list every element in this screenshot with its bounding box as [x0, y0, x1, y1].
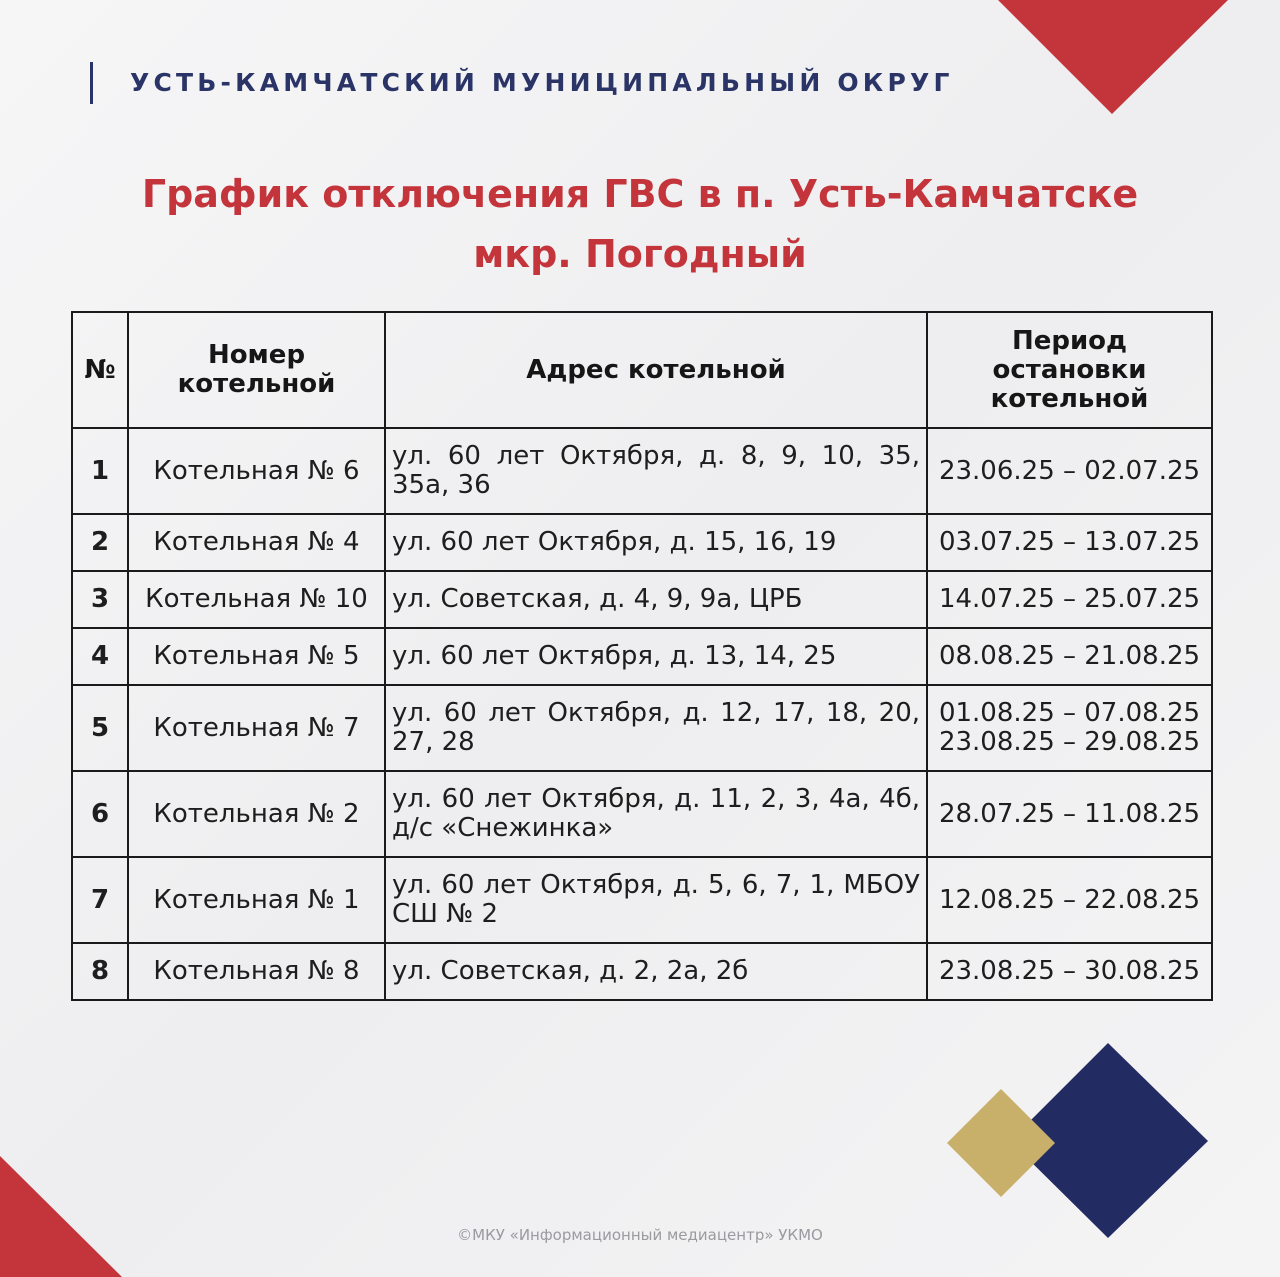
title-line-1: График отключения ГВС в п. Усть-Камчатске	[141, 172, 1139, 216]
header-boiler	[128, 312, 385, 428]
footer-copyright: ©МКУ «Информационный медиацентр» УКМО	[457, 1226, 823, 1244]
header-num: №	[72, 312, 128, 428]
boiler-address: ул. Советская, д. 4, 9, 9а, ЦРБ	[385, 571, 927, 628]
shutdown-period	[927, 628, 1212, 685]
boiler-name: Котельная № 10	[128, 571, 385, 628]
table-header-row	[72, 312, 1212, 428]
period-range: 01.08.25 – 07.08.25	[938, 698, 1201, 728]
boiler-address: ул. 60 лет Октября, д. 13, 14, 25	[385, 628, 927, 685]
table-body	[72, 428, 1212, 1000]
boiler-name: Котельная № 8	[128, 943, 385, 1000]
table-row	[72, 514, 1212, 571]
header-period-text: Период остановки котельной	[990, 325, 1149, 414]
table-row	[72, 857, 1212, 943]
table-row	[72, 571, 1212, 628]
row-number: 7	[72, 857, 128, 943]
row-number: 1	[72, 428, 128, 514]
header-boiler-text: Номер котельной	[177, 340, 336, 399]
boiler-name: Котельная № 1	[128, 857, 385, 943]
title-line-2: мкр. Погодный	[473, 232, 807, 276]
org-name: УСТЬ-КАМЧАТСКИЙ МУНИЦИПАЛЬНЫЙ ОКРУГ	[130, 68, 954, 97]
shutdown-period	[927, 943, 1212, 1000]
table-row	[72, 771, 1212, 857]
shutdown-period	[927, 514, 1212, 571]
boiler-name: Котельная № 5	[128, 628, 385, 685]
table-row	[72, 685, 1212, 771]
boiler-name: Котельная № 2	[128, 771, 385, 857]
table-row	[72, 943, 1212, 1000]
boiler-name: Котельная № 7	[128, 685, 385, 771]
row-number: 8	[72, 943, 128, 1000]
page-title	[0, 164, 1280, 284]
row-number: 5	[72, 685, 128, 771]
header-address: Адрес котельной	[385, 312, 927, 428]
row-number: 4	[72, 628, 128, 685]
schedule-table	[71, 311, 1213, 1001]
boiler-name: Котельная № 4	[128, 514, 385, 571]
boiler-address: ул. 60 лет Октября, д. 11, 2, 3, 4а, 4б, д/с «Снежинка»	[385, 771, 927, 857]
period-range: 03.07.25 – 13.07.25	[938, 527, 1201, 557]
boiler-address: ул. 60 лет Октября, д. 12, 17, 18, 20, 27, 28	[385, 685, 927, 771]
boiler-address: ул. 60 лет Октября, д. 15, 16, 19	[385, 514, 927, 571]
period-range: 08.08.25 – 21.08.25	[938, 641, 1201, 671]
row-number: 2	[72, 514, 128, 571]
shutdown-period	[927, 771, 1212, 857]
period-range: 23.08.25 – 29.08.25	[938, 727, 1201, 757]
header-period	[927, 312, 1212, 428]
table-row	[72, 428, 1212, 514]
shutdown-period	[927, 571, 1212, 628]
boiler-name: Котельная № 6	[128, 428, 385, 514]
row-number: 6	[72, 771, 128, 857]
row-number: 3	[72, 571, 128, 628]
shutdown-period	[927, 428, 1212, 514]
shutdown-period	[927, 685, 1212, 771]
boiler-address: ул. 60 лет Октября, д. 5, 6, 7, 1, МБОУ СШ № 2	[385, 857, 927, 943]
period-range: 14.07.25 – 25.07.25	[938, 584, 1201, 614]
period-range: 23.06.25 – 02.07.25	[938, 455, 1201, 486]
period-range: 23.08.25 – 30.08.25	[938, 956, 1201, 986]
boiler-address: ул. Советская, д. 2, 2а, 2б	[385, 943, 927, 1000]
period-range: 12.08.25 – 22.08.25	[938, 884, 1201, 915]
boiler-address: ул. 60 лет Октября, д. 8, 9, 10, 35, 35а, 36	[385, 428, 927, 514]
header-accent-bar	[90, 62, 93, 104]
table-row	[72, 628, 1212, 685]
shutdown-period	[927, 857, 1212, 943]
period-range: 28.07.25 – 11.08.25	[938, 798, 1201, 829]
